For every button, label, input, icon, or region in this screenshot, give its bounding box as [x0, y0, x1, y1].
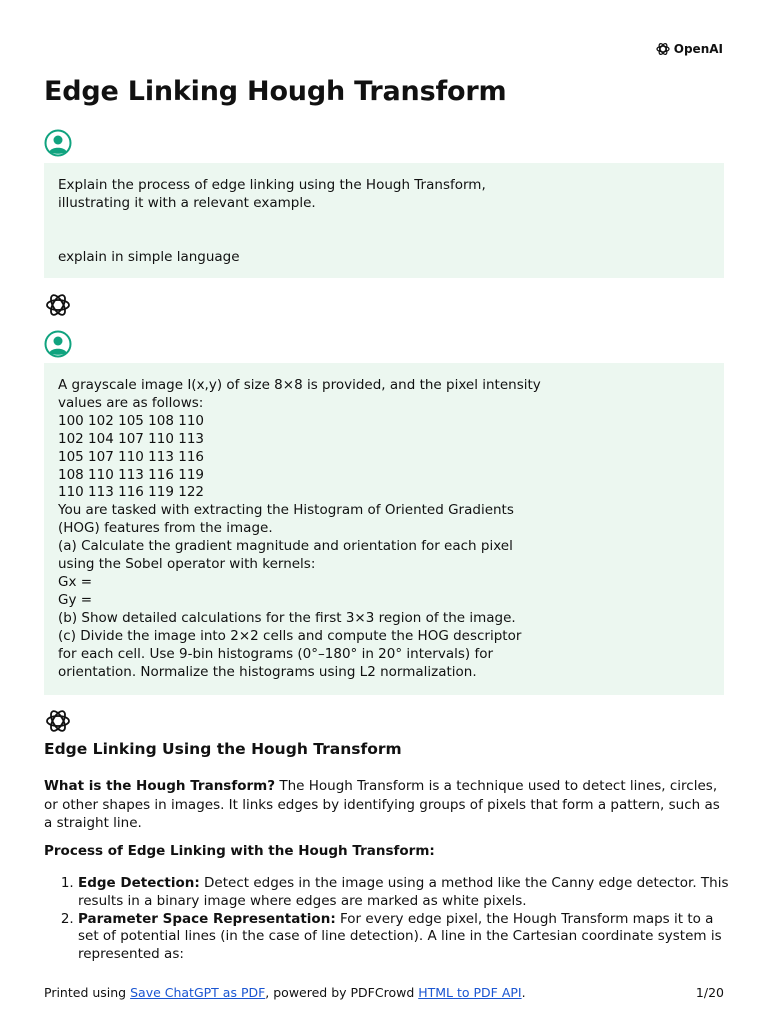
footer-middle: , powered by PDFCrowd: [265, 985, 419, 1000]
user-avatar-icon: [44, 330, 72, 358]
chatgpt-icon: [44, 707, 72, 735]
step-text: For every edge pixel, the Hough Transform maps it to a set of potential lines (in the case of line detection). A line in the Cartesian coordinate system is represented as:: [78, 910, 722, 963]
user-avatar-icon: [44, 129, 72, 157]
message-line: Explain the process of edge linking using the Hough Transform,: [58, 177, 486, 193]
footer-prefix: Printed using: [44, 985, 131, 1000]
answer-heading: Edge Linking Using the Hough Transform: [44, 740, 402, 758]
message-line: using the Sobel operator with kernels:: [58, 556, 316, 573]
message-line: explain in simple language: [58, 248, 240, 265]
step-label: Edge Detection:: [78, 875, 200, 891]
message-blank-line: [58, 231, 710, 249]
message-line: 102 104 107 110 113: [58, 430, 205, 447]
intro-text: The Hough Transform is a technique used to detect lines, circles, or other shapes in images. It links edges by identifying groups of pixels that form a pattern, such as a straight line.: [44, 778, 720, 831]
steps-list: [44, 875, 738, 964]
list-item: [78, 875, 738, 911]
intro-paragraph: [44, 777, 724, 833]
message-line: illustrating it with a relevant example.: [58, 194, 316, 211]
message-line: Gy =: [58, 591, 93, 608]
message-line: (HOG) features from the image.: [58, 520, 273, 537]
brand-name: OpenAI: [673, 42, 723, 56]
list-item: [78, 911, 738, 964]
openai-logo-icon: [655, 41, 671, 57]
message-line: 105 107 110 113 116: [58, 448, 205, 465]
html-to-pdf-link[interactable]: HTML to PDF API: [418, 985, 522, 1000]
message-line: (c) Divide the image into 2×2 cells and compute the HOG descriptor: [58, 627, 522, 644]
process-heading: [44, 842, 724, 861]
message-line: 110 113 116 119 122: [58, 484, 205, 501]
step-text: Detect edges in the image using a method like the Canny edge detector. This results in a binary image where edges are marked as white pixels.: [78, 875, 729, 909]
step-label: Parameter Space Representation:: [78, 910, 336, 927]
message-line: (a) Calculate the gradient magnitude and orientation for each pixel: [58, 538, 513, 555]
page-title: Edge Linking Hough Transform: [44, 76, 507, 107]
message-line: (b) Show detailed calculations for the first 3×3 region of the image.: [58, 609, 516, 626]
process-label: Process of Edge Linking with the Hough Transform:: [44, 843, 435, 859]
message-line: for each cell. Use 9-bin histograms (0°–180° in 20° intervals) for: [58, 645, 494, 662]
user-message-2: [44, 363, 724, 695]
footer: [44, 985, 526, 1000]
message-line: A grayscale image I(x,y) of size 8×8 is provided, and the pixel intensity: [58, 377, 541, 393]
message-line: You are tasked with extracting the Histogram of Oriented Gradients: [58, 502, 514, 519]
message-line: 100 102 105 108 110: [58, 412, 205, 429]
message-line: Gx =: [58, 573, 93, 590]
save-chatgpt-link[interactable]: Save ChatGPT as PDF: [130, 985, 266, 1000]
message-blank-line: [58, 213, 710, 231]
chatgpt-icon: [44, 291, 72, 319]
message-line: orientation. Normalize the histograms using L2 normalization.: [58, 663, 477, 680]
openai-brand: [655, 41, 723, 57]
footer-suffix: .: [521, 985, 526, 1000]
intro-label: What is the Hough Transform?: [44, 778, 276, 794]
page-number: 1/20: [695, 985, 724, 1000]
user-message-1: [44, 163, 724, 278]
message-line: values are as follows:: [58, 394, 204, 411]
message-line: 108 110 113 116 119: [58, 466, 205, 483]
